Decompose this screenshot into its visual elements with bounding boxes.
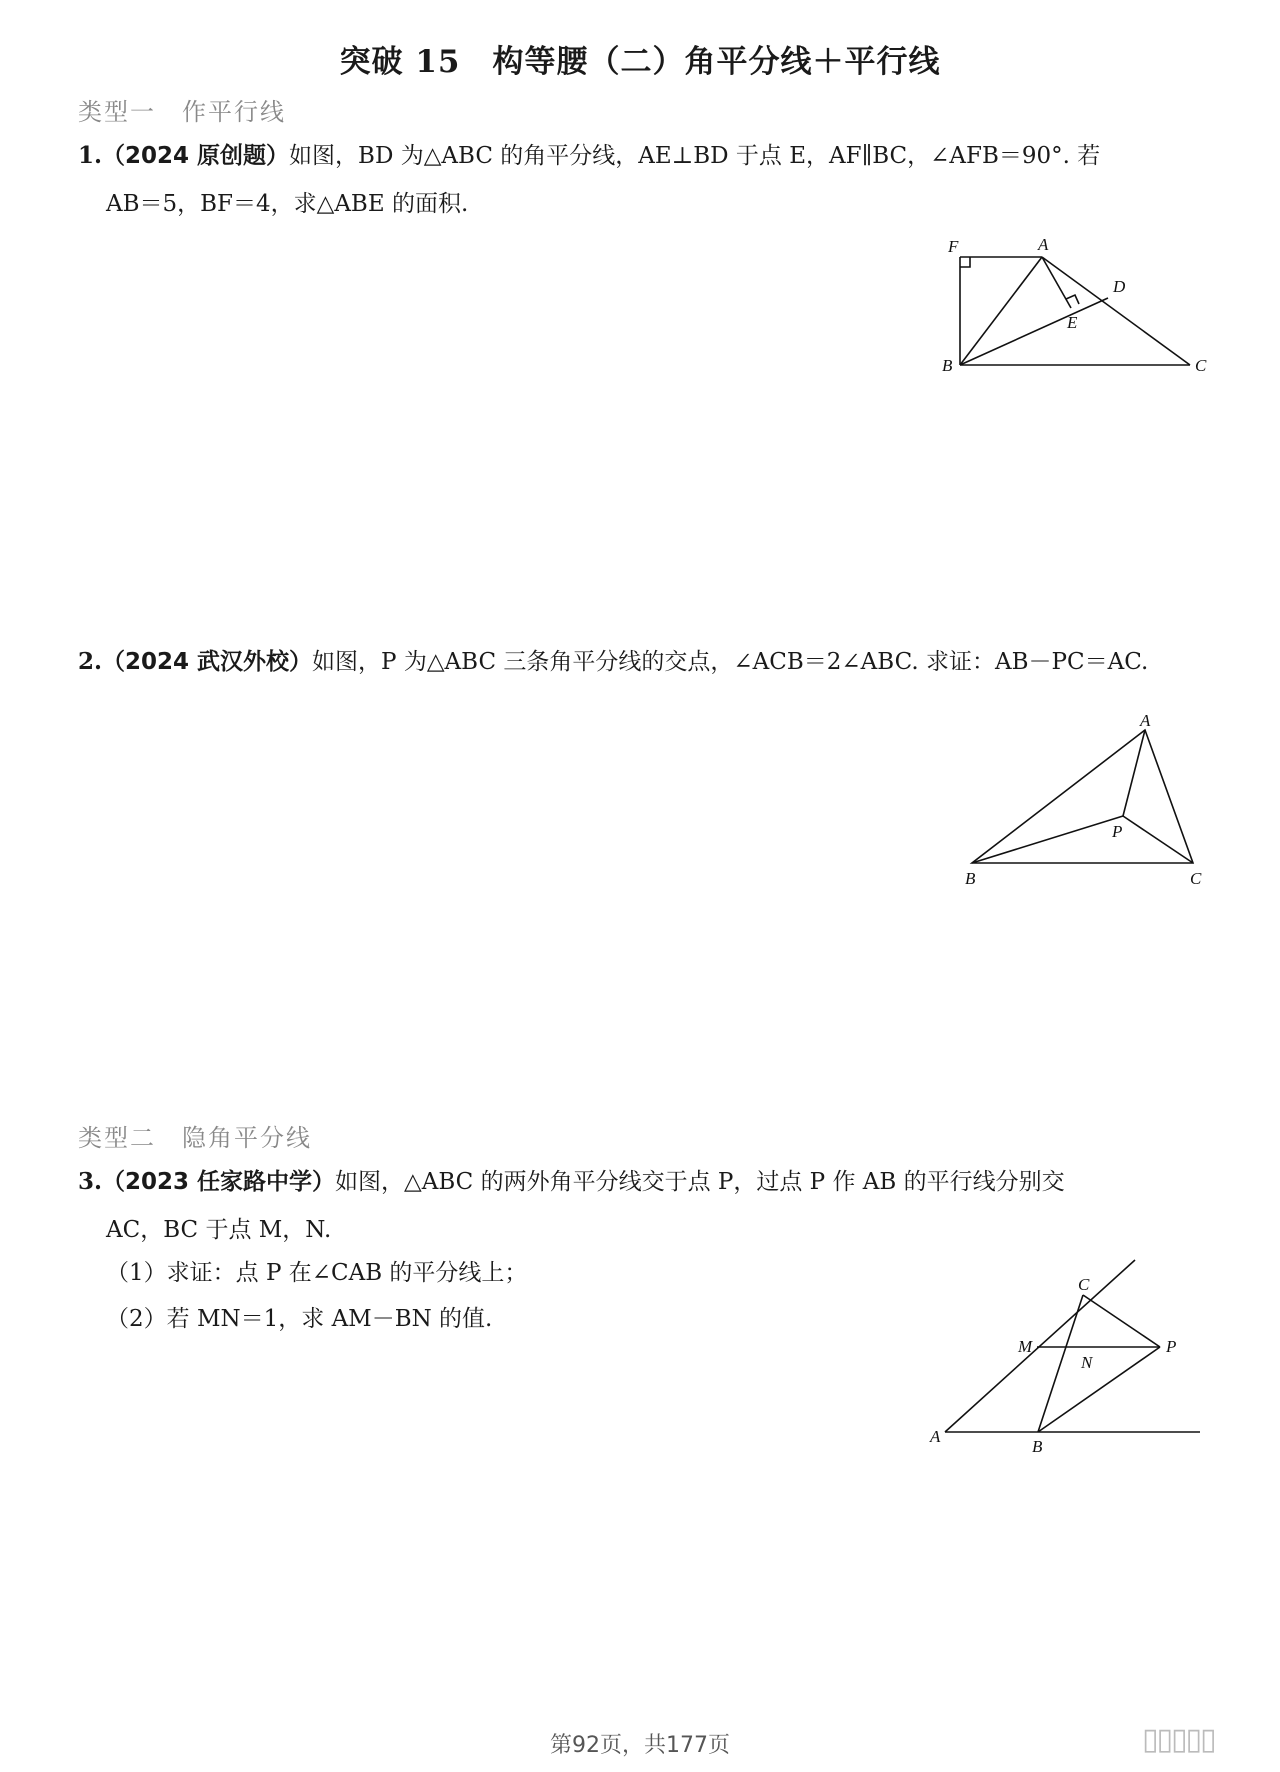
label-P: P <box>1166 1337 1177 1356</box>
question-number: 2. <box>78 648 103 675</box>
label-N: N <box>1081 1353 1093 1372</box>
label-D: D <box>1113 277 1126 296</box>
question-text-continued: AC，BC 于点 M，N. <box>106 1217 332 1243</box>
label-B: B <box>942 356 953 375</box>
section-heading-type-1: 类型一 作平行线 <box>78 98 286 126</box>
question-text: 如图，BD 为△ABC 的角平分线，AE⊥BD 于点 E，AF∥BC，∠AFB＝90°. 若 <box>289 143 1101 169</box>
page-title: 突破 15 构等腰（二）角平分线＋平行线 <box>339 44 941 80</box>
watermark-glyph: ▯▯▯▯▯ <box>1142 1722 1215 1757</box>
label-C: C <box>1078 1275 1090 1294</box>
figure-question-3 <box>920 1250 1210 1460</box>
figure-question-2 <box>950 710 1210 890</box>
question-source: （2024 武汉外校） <box>102 649 313 675</box>
question-3 <box>78 1158 1208 1254</box>
label-A: A <box>1140 711 1151 730</box>
question-text-continued: AB＝5，BF＝4，求△ABE 的面积. <box>106 191 469 217</box>
label-B: B <box>965 869 976 888</box>
label-F: F <box>948 237 959 256</box>
figure-question-1 <box>930 230 1220 380</box>
label-P: P <box>1112 822 1123 841</box>
question-number: 1. <box>78 142 103 169</box>
label-E: E <box>1067 313 1078 332</box>
section-heading-type-2: 类型二 隐角平分线 <box>78 1124 312 1152</box>
question-source: （2024 原创题） <box>102 143 290 169</box>
question-1 <box>78 132 1208 228</box>
page-footer: 第92页，共177页 <box>550 1733 730 1758</box>
question-source: （2023 任家路中学） <box>102 1169 336 1195</box>
question-text: 如图，△ABC 的两外角平分线交于点 P，过点 P 作 AB 的平行线分别交 <box>335 1169 1065 1195</box>
question-3-part-1: （1）求证：点 P 在∠CAB 的平分线上； <box>106 1260 528 1286</box>
label-B: B <box>1032 1437 1043 1456</box>
label-C: C <box>1195 356 1207 375</box>
question-3-part-2: （2）若 MN＝1，求 AM－BN 的值. <box>106 1306 493 1332</box>
question-2 <box>78 638 1208 686</box>
label-A: A <box>1038 235 1049 254</box>
question-number: 3. <box>78 1168 103 1195</box>
label-C: C <box>1190 869 1202 888</box>
question-text: 如图，P 为△ABC 三条角平分线的交点，∠ACB＝2∠ABC. 求证：AB－PC＝AC. <box>312 649 1149 675</box>
label-A: A <box>930 1427 941 1446</box>
label-M: M <box>1018 1337 1033 1356</box>
